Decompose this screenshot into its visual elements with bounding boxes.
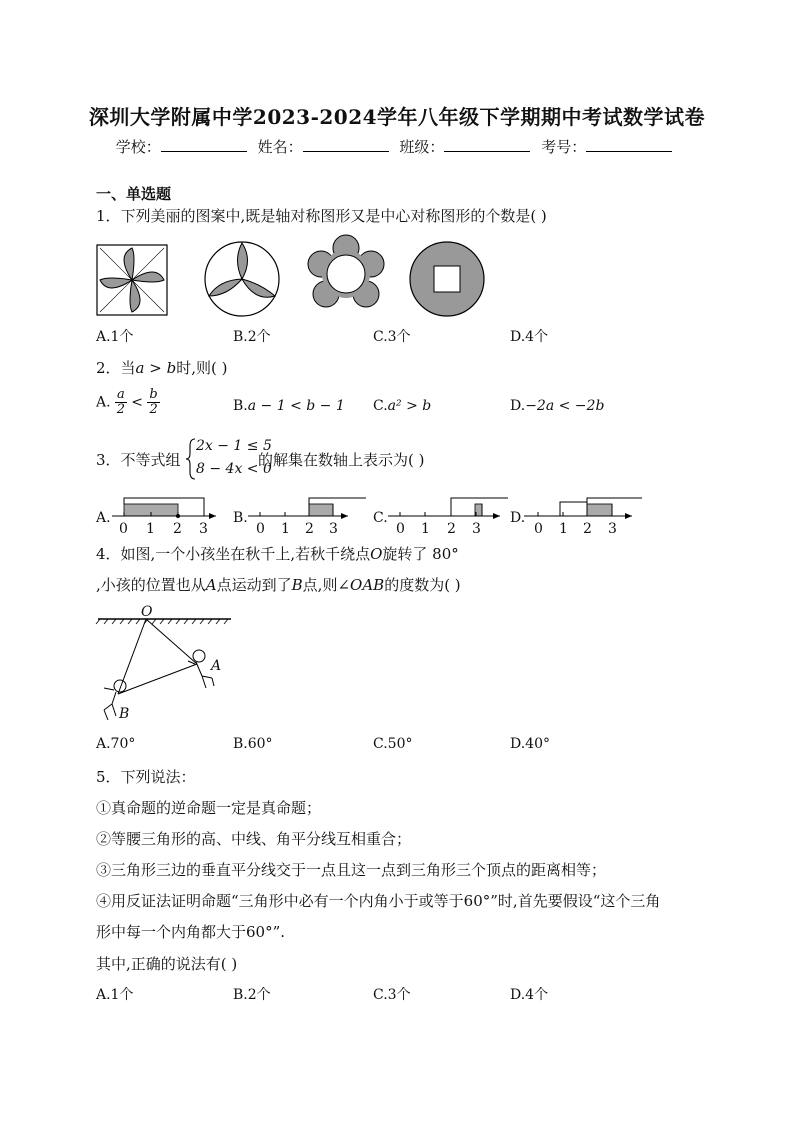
q2-option-b[interactable]: B.a − 1 < b − 1 <box>233 398 345 414</box>
statement-3: ③三角形三边的垂直平分线交于一点且这一点到三角形三个顶点的距离相等； <box>96 861 607 879</box>
q5-option-c[interactable]: C.3个 <box>373 987 411 1003</box>
tick-1: 1 <box>146 521 155 537</box>
tick-0: 0 <box>396 521 405 537</box>
statement-4-line-2: 形中每一个内角都大于60°”. <box>96 923 286 941</box>
point-a-label: A <box>211 658 222 674</box>
q2-stem-suffix: 时,则( ) <box>176 359 228 377</box>
q1-option-a[interactable]: A.1个 <box>96 329 134 345</box>
q2-condition: a > b <box>135 359 177 377</box>
q2-option-c[interactable]: C.a² > b <box>373 398 432 414</box>
tick-3: 3 <box>472 521 481 537</box>
question-2-stem <box>96 357 227 378</box>
point-b-label: B <box>119 706 130 722</box>
q4-option-d[interactable]: D.40° <box>510 736 550 752</box>
q2-option-b-math: a − 1 < b − 1 <box>247 398 345 414</box>
question-4-line-1: 4．如图,一个小孩坐在秋千上,若秋千绕点O旋转了 80° <box>96 545 459 563</box>
less-than-sign: < <box>131 394 143 411</box>
school-blank[interactable] <box>161 139 247 152</box>
fraction-a-over-2: $\frac{a}{2}$ <box>116 387 126 417</box>
q1-option-d[interactable]: D.4个 <box>510 329 549 345</box>
pattern-four-petal-square <box>96 244 168 316</box>
section-heading: 一、单选题 <box>96 185 172 203</box>
tick-0: 0 <box>119 521 128 537</box>
q4-option-c[interactable]: C.50° <box>373 736 413 752</box>
tick-0: 0 <box>534 521 543 537</box>
tick-2: 2 <box>173 521 182 537</box>
q5-option-a[interactable]: A.1个 <box>96 987 134 1003</box>
q3-option-d-label[interactable]: D. <box>510 510 526 526</box>
q2-option-c-math: a² > b <box>387 398 432 414</box>
q3-stem-suffix: 的解集在数轴上表示为( ) <box>258 451 425 469</box>
question-5-ask: 其中,正确的说法有( ) <box>96 955 238 973</box>
q5-option-d[interactable]: D.4个 <box>510 987 549 1003</box>
inequality-line-2: 8 − 4x < 0 <box>196 461 272 477</box>
exam-title: 深圳大学附属中学2023-2024学年八年级下学期期中考试数学试卷 <box>88 105 706 129</box>
number-label: 考号： <box>541 138 587 156</box>
tick-3: 3 <box>199 521 208 537</box>
q3-option-a-label[interactable]: A. <box>96 510 111 526</box>
name-label: 姓名： <box>257 138 303 156</box>
question-1-stem: 1．下列美丽的图案中,既是轴对称图形又是中心对称图形的个数是( ) <box>96 207 547 225</box>
system-brace <box>186 438 196 480</box>
inequality-line-1: 2x − 1 ≤ 5 <box>196 438 272 454</box>
tick-3: 3 <box>329 521 338 537</box>
q3-option-c-label[interactable]: C. <box>373 510 388 526</box>
question-5-stem: 5．下列说法： <box>96 768 196 786</box>
pattern-three-leaf-circle <box>203 240 281 318</box>
q1-option-c[interactable]: C.3个 <box>373 329 411 345</box>
name-blank[interactable] <box>303 139 389 152</box>
statement-4-line-1: ④用反证法证明命题“三角形中必有一个内角小于或等于60°”时,首先要假设“这个三角 <box>96 892 661 910</box>
question-4-line-2: ,小孩的位置也从A点运动到了B点,则∠OAB的度数为( ) <box>96 576 461 594</box>
q4-option-b[interactable]: B.60° <box>233 736 273 752</box>
q2-option-a[interactable] <box>96 388 160 417</box>
q3-stem-prefix: 3．不等式组 <box>96 451 181 469</box>
tick-0: 0 <box>256 521 265 537</box>
pattern-coin <box>408 240 486 318</box>
school-label: 学校： <box>115 138 161 156</box>
q2-option-d-math: −2a < −2b <box>525 398 605 414</box>
number-blank[interactable] <box>586 139 672 152</box>
tick-2: 2 <box>583 521 592 537</box>
q2-option-a-label: A. <box>96 394 111 411</box>
point-o-label: O <box>141 604 153 620</box>
q5-option-b[interactable]: B.2个 <box>233 987 271 1003</box>
tick-3: 3 <box>608 521 617 537</box>
tick-1: 1 <box>559 521 568 537</box>
q2-option-d[interactable]: D.−2a < −2b <box>510 398 605 414</box>
q1-option-b[interactable]: B.2个 <box>233 329 271 345</box>
q3-option-b-label[interactable]: B. <box>233 510 248 526</box>
pattern-flower <box>307 234 385 318</box>
statement-2: ②等腰三角形的高、中线、角平分线互相重合； <box>96 830 412 848</box>
tick-2: 2 <box>447 521 456 537</box>
class-blank[interactable] <box>444 139 530 152</box>
q4-option-a[interactable]: A.70° <box>96 736 136 752</box>
fraction-b-over-2: $\frac{b}{2}$ <box>149 387 158 417</box>
q2-stem-prefix: 2．当 <box>96 359 136 377</box>
tick-1: 1 <box>421 521 430 537</box>
student-info-line <box>0 136 794 157</box>
statement-1: ①真命题的逆命题一定是真命题； <box>96 799 322 817</box>
tick-2: 2 <box>305 521 314 537</box>
class-label: 班级： <box>399 138 445 156</box>
tick-1: 1 <box>281 521 290 537</box>
